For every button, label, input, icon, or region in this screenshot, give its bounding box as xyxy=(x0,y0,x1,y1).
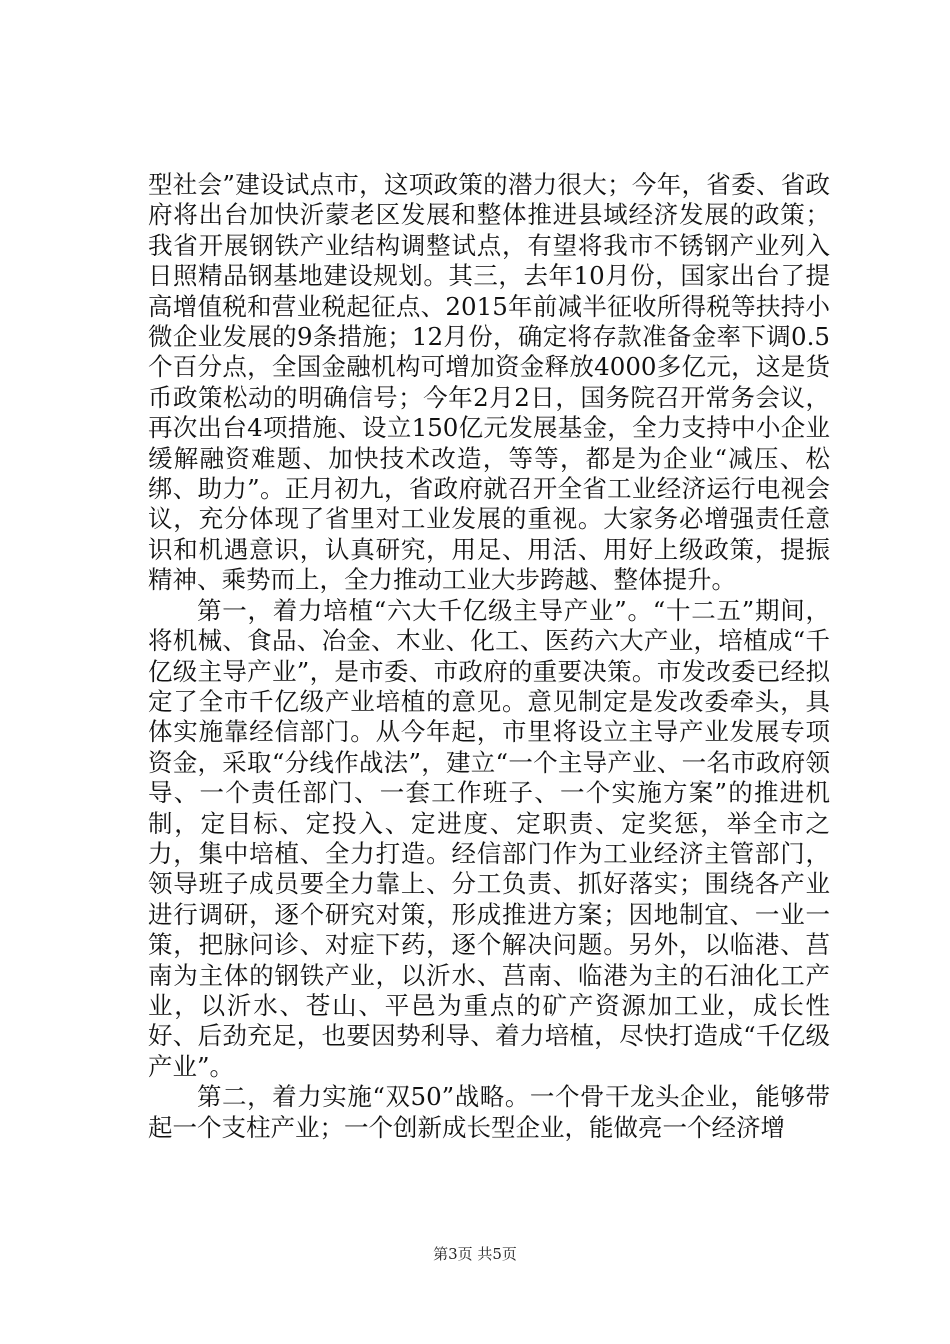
paragraph-1: 型社会”建设试点市，这项政策的潜力很大；今年，省委、省政府将出台加快沂蒙老区发展和整体推进县域经济发展的政策；我省开展钢铁产业结构调整试点，有望将我市不锈钢产业列入日照精品钢基地建设规划。其三，去年10月份，国家出台了提高增值税和营业税起征点、2015年前减半征收所得税等扶持小微企业发展的9条措施；12月份，确定将存款准备金率下调0.5个百分点，全国金融机构可增加资金释放4000多亿元，这是货币政策松动的明确信号；今年2月2日，国务院召开常务会议，再次出台4项措施、设立150亿元发展基金，全力支持中小企业缓解融资难题、加快技术改造，等等，都是为企业“减压、松绑、助力”。正月初九，省政府就召开全省工业经济运行电视会议，充分体现了省里对工业发展的重视。大家务必增强责任意识和机遇意识，认真研究，用足、用活、用好上级政策，提振精神、乘势而上，全力推动工业大步跨越、整体提升。 xyxy=(148,170,830,595)
paragraph-3: 第二，着力实施“双50”战略。一个骨干龙头企业，能够带起一个支柱产业；一个创新成长型企业，能做亮一个经济增 xyxy=(148,1082,830,1142)
page-number-footer: 第3页 共5页 xyxy=(433,1245,517,1263)
document-body xyxy=(148,170,830,1143)
paragraph-2: 第一，着力培植“六大千亿级主导产业”。“十二五”期间，将机械、食品、冶金、木业、化工、医药六大产业，培植成“千亿级主导产业”，是市委、市政府的重要决策。市发改委已经拟定了全市千亿级产业培植的意见。意见制定是发改委牵头，具体实施靠经信部门。从今年起，市里将设立主导产业发展专项资金，采取“分线作战法”，建立“一个主导产业、一名市政府领导、一个责任部门、一套工作班子、一个实施方案”的推进机制，定目标、定投入、定进度、定职责、定奖惩，举全市之力，集中培植、全力打造。经信部门作为工业经济主管部门，领导班子成员要全力靠上、分工负责、抓好落实；围绕各产业进行调研，逐个研究对策，形成推进方案；因地制宜、一业一策，把脉问诊、对症下药，逐个解决问题。另外，以临港、莒南为主体的钢铁产业，以沂水、莒南、临港为主的石油化工产业，以沂水、苍山、平邑为重点的矿产资源加工业，成长性好、后劲充足，也要因势利导、着力培植，尽快打造成“千亿级产业”。 xyxy=(148,595,830,1081)
